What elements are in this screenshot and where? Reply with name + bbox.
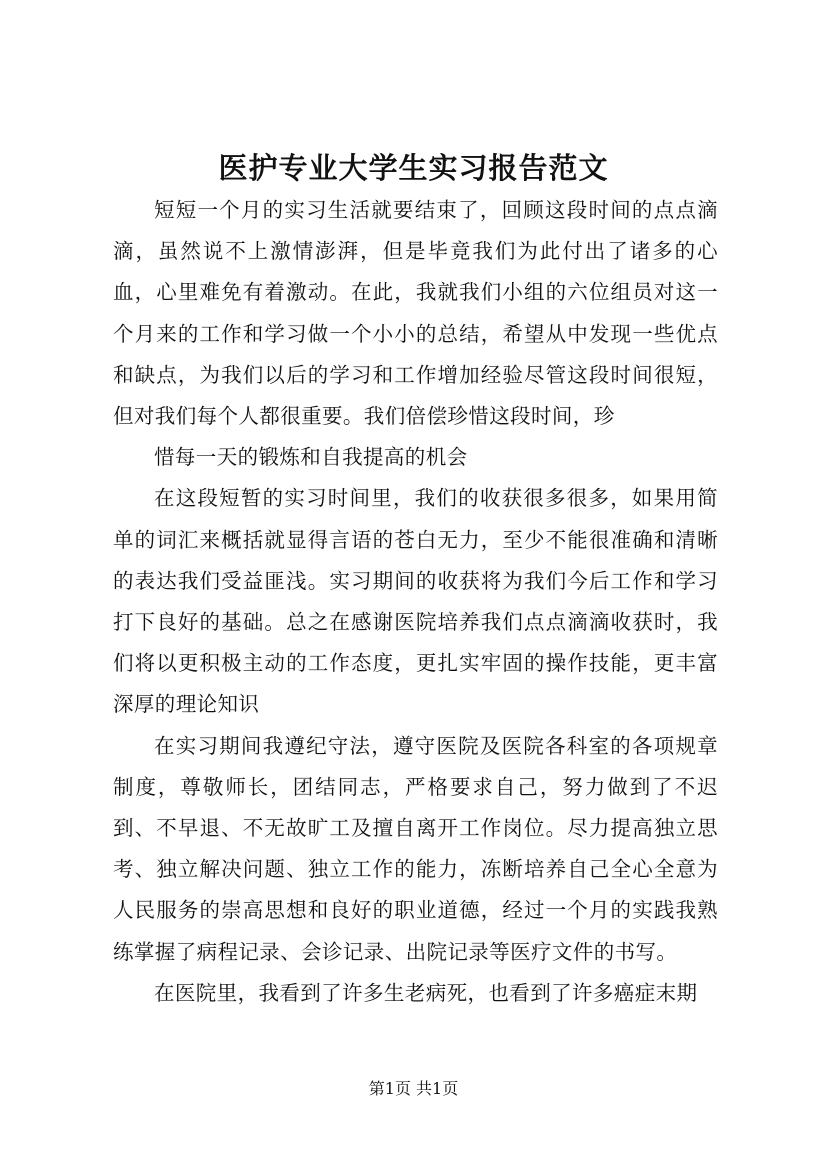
paragraph: 在医院里，我看到了许多生老病死，也看到了许多癌症末期	[154, 980, 698, 1005]
paragraph: 惜每一天的锻炼和自我提高的机会	[154, 445, 468, 470]
page-number-footer: 第1页 共1页	[368, 1079, 459, 1098]
paragraph: 在这段短暂的实习时间里，我们的收获很多很多，如果用简单的词汇来概括就显得言语的苍白无力，至少不能很准确和清晰的表达我们受益匪浅。实习期间的收获将为我们今后工作和学习打下良好的基础。总之在感谢医院培养我们点点滴滴收获时，我们将以更积极主动的工作态度，更扎实牢固的操作技能，更丰富深厚的理论知识	[113, 486, 718, 717]
document-title: 医护专业大学生实习报告范文	[218, 151, 609, 185]
paragraph: 在实习期间我遵纪守法，遵守医院及医院各科室的各项规章制度，尊敬师长，团结同志，严格要求自己，努力做到了不迟到、不早退、不无故旷工及擅自离开工作岗位。尽力提高独立思考、独立解决问题、独立工作的能力，冻断培养自己全心全意为人民服务的崇高思想和良好的职业道德，经过一个月的实践我熟练掌握了病程记录、会诊记录、出院记录等医疗文件的书写。	[113, 733, 718, 964]
paragraph: 短短一个月的实习生活就要结束了，回顾这段时间的点点滴滴，虽然说不上激情澎湃，但是毕竟我们为此付出了诸多的心血，心里难免有着激动。在此，我就我们小组的六位组员对这一个月来的工作和学习做一个小小的总结，希望从中发现一些优点和缺点，为我们以后的学习和工作增加经验尽管这段时间很短，但对我们每个人都很重要。我们倍偿珍惜这段时间，珍	[113, 198, 718, 429]
document-body	[113, 190, 718, 1014]
